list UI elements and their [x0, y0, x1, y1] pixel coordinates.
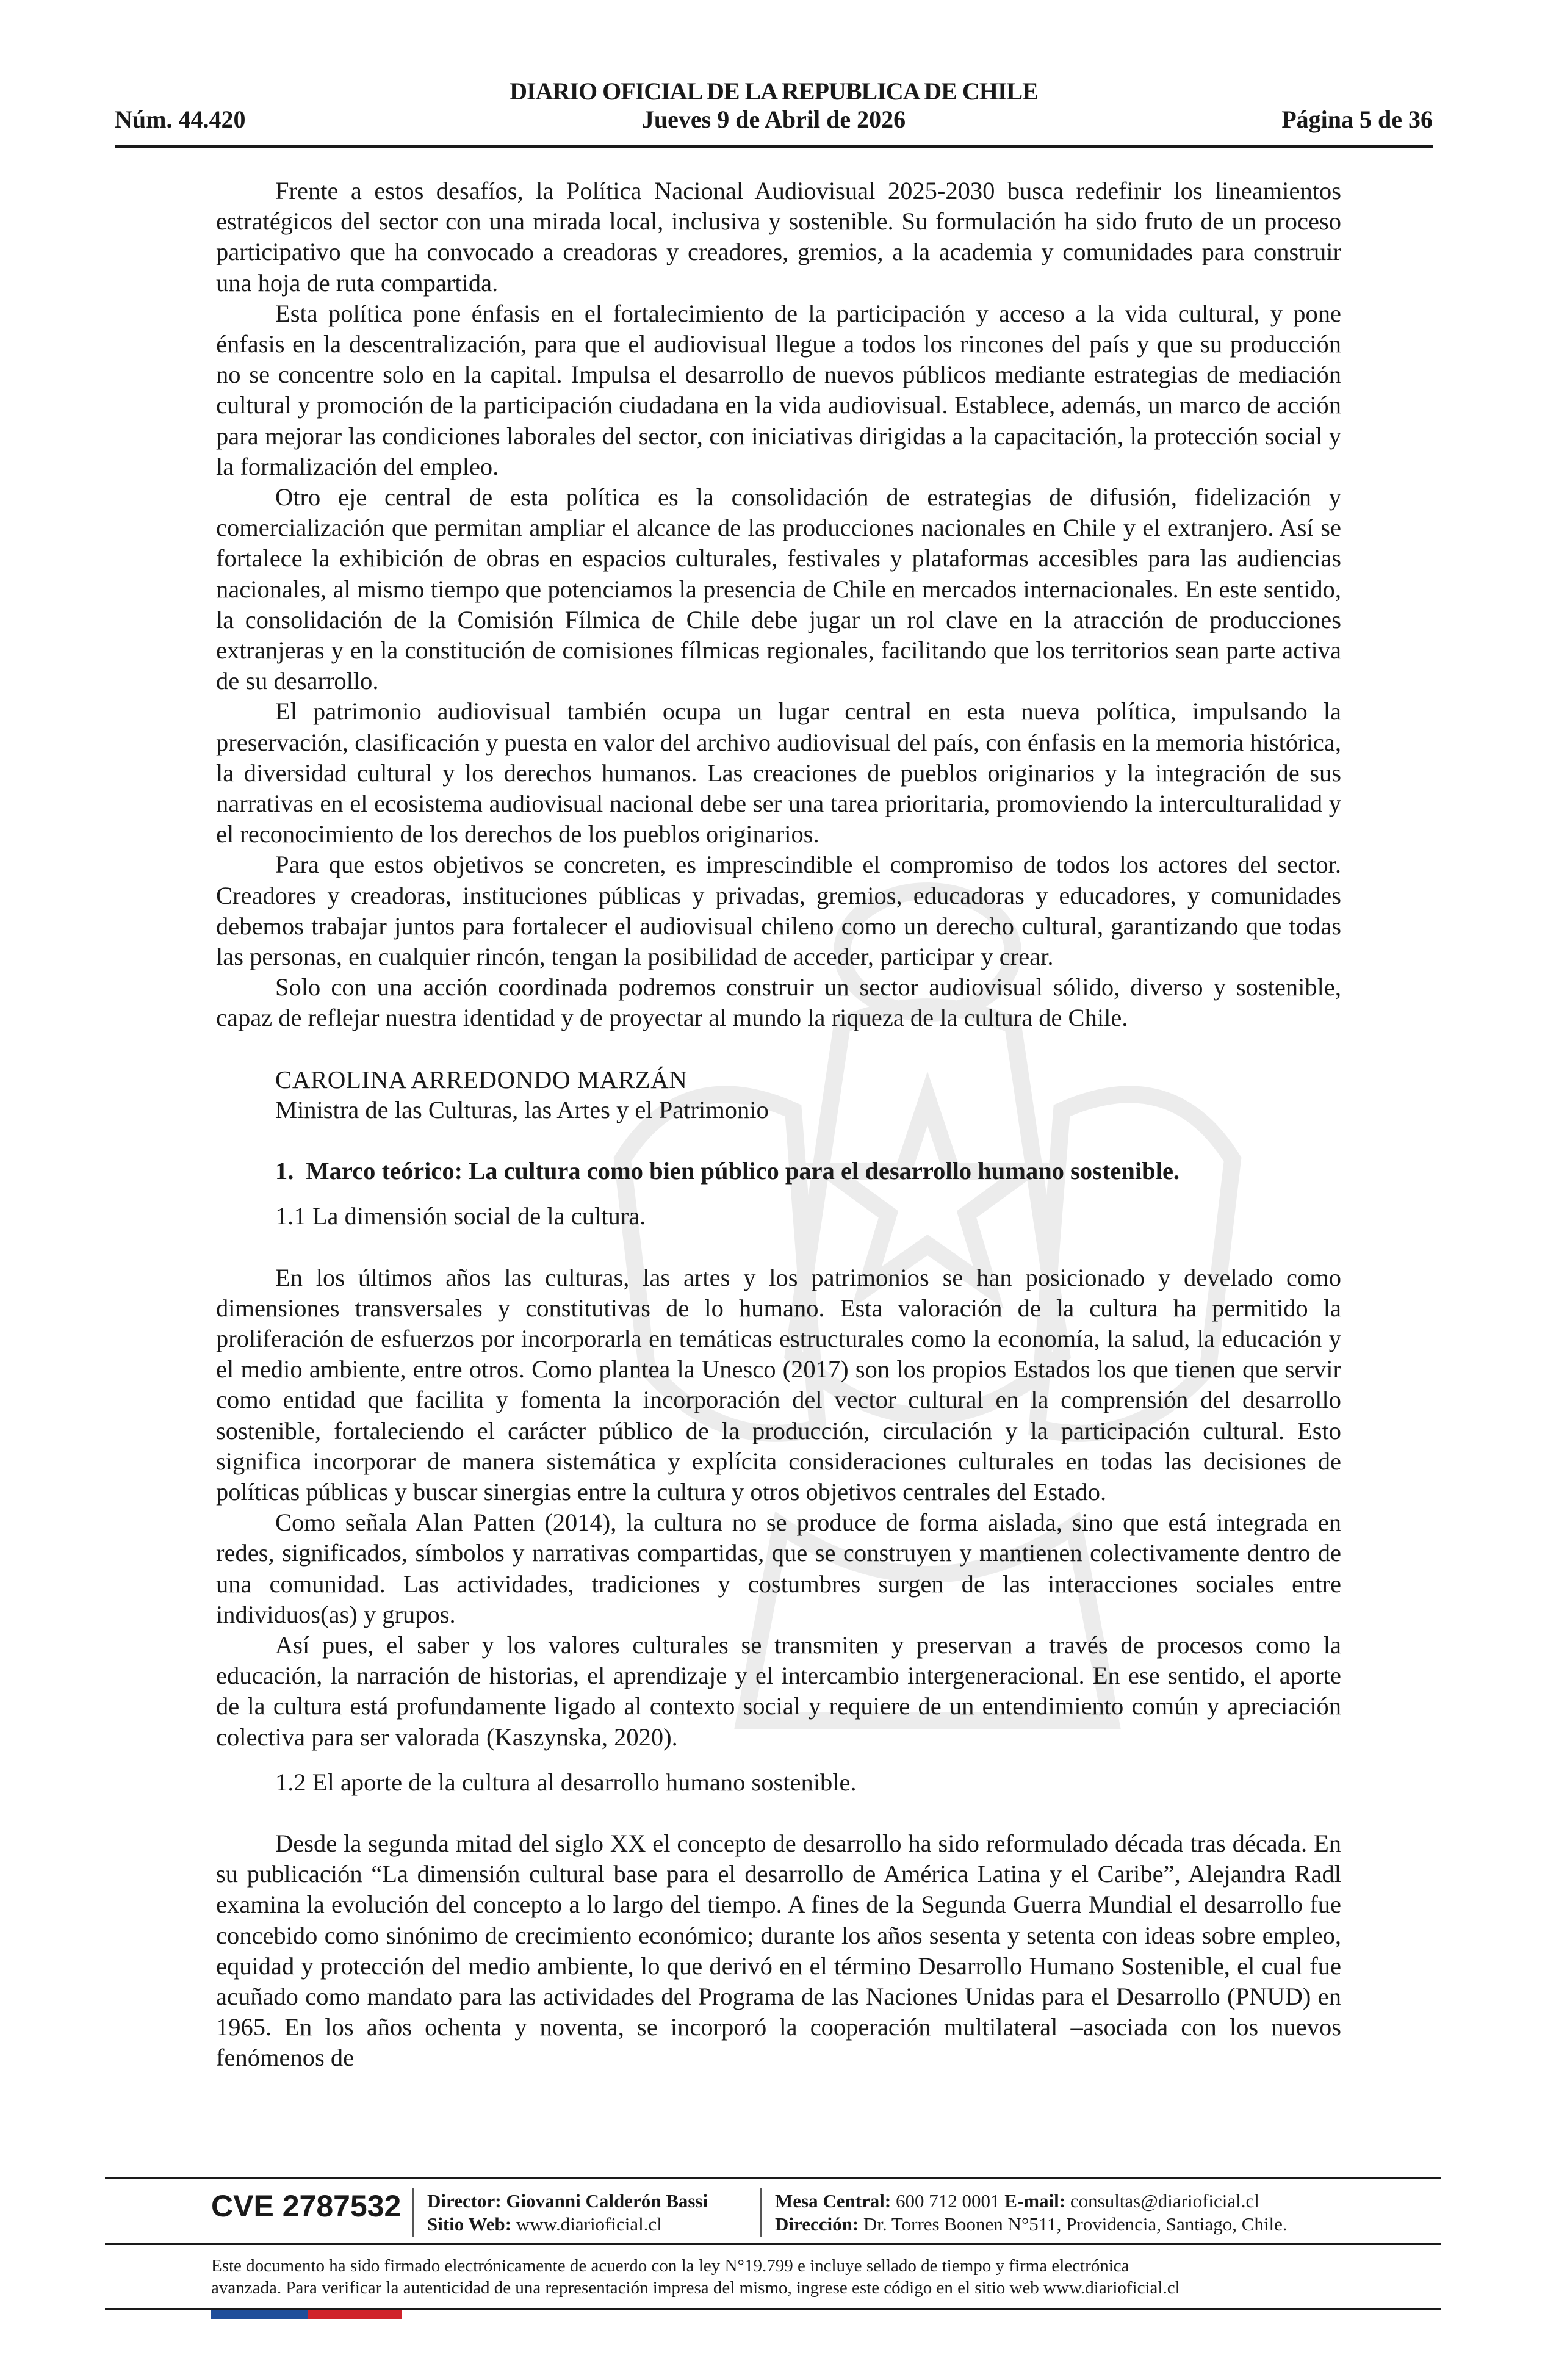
signatory-name: CAROLINA ARREDONDO MARZÁN: [275, 1065, 688, 1094]
director-label: Director:: [427, 2190, 502, 2212]
mesa-label: Mesa Central:: [775, 2190, 891, 2212]
legal-line: Este documento ha sido firmado electrónicamente de acuerdo con la ley N°19.799 e incluye sellado de tiempo y firma electrónica: [211, 2256, 1129, 2276]
section-heading: [216, 1156, 1341, 1186]
signatory-role: Ministra de las Culturas, las Artes y el Patrimonio: [275, 1095, 769, 1123]
director-name: Giovanni Calderón Bassi: [506, 2190, 708, 2212]
cve-code: CVE 2787532: [211, 2189, 402, 2223]
section-title: Marco teórico: La cultura como bien público para el desarrollo humano sostenible.: [306, 1157, 1180, 1185]
email-link[interactable]: consultas@diarioficial.cl: [1070, 2190, 1259, 2212]
paragraph: Para que estos objetivos se concreten, es imprescindible el compromiso de todos los actores del sector. Creadores y creadoras, instituciones públicas y privadas, gremios, educadoras y educadores, y comunidades debemos trabajar juntos para fortalecer el audiovisual chileno como un derecho cultural, garantizando que todas las personas, en cualquier rincón, tengan la posibilidad de acceder, participar y crear.: [216, 851, 1341, 971]
website-link[interactable]: www.diarioficial.cl: [516, 2213, 662, 2235]
footer-divider: [760, 2188, 762, 2237]
paragraph: Otro eje central de esta política es la consolidación de estrategias de difusión, fidelización y comercialización que permitan ampliar el alcance de las producciones nacionales en Chile y el extranjero. Así se fortalece la exhibición de obras en espacios culturales, festivales y plataformas accesibles para las audiencias nacionales, al mismo tiempo que potenciamos la presencia de Chile en mercados internacionales. En este sentido, la consolidación de la Comisión Fílmica de Chile debe jugar un rol clave en la atracción de producciones extranjeras y en la constitución de comisiones fílmicas regionales, facilitando que los territorios sean parte activa de su desarrollo.: [216, 483, 1341, 695]
newspaper-title: DIARIO OFICIAL DE LA REPUBLICA DE CHILE: [510, 78, 1038, 105]
legal-notice: [211, 2255, 1371, 2299]
paragraph: Así pues, el saber y los valores culturales se transmiten y preservan a través de procesos como la educación, la narración de historias, el aprendizaje y el intercambio intergeneracional. En ese sentido, el aporte de la cultura está profundamente ligado al contexto social y requiere de un entendimiento común y apreciación colectiva para ser valorada (Kaszynska, 2020).: [216, 1631, 1341, 1751]
paragraph: Desde la segunda mitad del siglo XX el concepto de desarrollo ha sido reformulado década tras década. En su publicación “La dimensión cultural base para el desarrollo de América Latina y el Caribe”, Alejandra Radl examina la evolución del concepto a lo largo del tiempo. A fines de la Segunda Guerra Mundial el desarrollo fue concebido como sinónimo de crecimiento económico; durante los años sesenta y setenta con ideas sobre empleo, equidad y protección del medio ambiente, lo que derivó en el término Desarrollo Humano Sostenible, el cual fue acuñado como mandato para las actividades del Programa de las Naciones Unidas para el Desarrollo (PNUD) en 1965. En los años ochenta y noventa, se incorporó la cooperación multilateral –asociada con los nuevos fenómenos de: [216, 1829, 1341, 2072]
paragraph: En los últimos años las culturas, las artes y los patrimonios se han posicionado y develado como dimensiones transversales y constitutivas de lo humano. Esta valoración de la cultura ha permitido la proliferación de esfuerzos por incorporarla en temáticas estructurales como la economía, la salud, la educación y el medio ambiente, entre otros. Como plantea la Unesco (2017) son los propios Estados los que tienen que servir como entidad que facilita y fomenta la incorporación del vector cultural en la comprensión del desarrollo sostenible, fortaleciendo el carácter público de la producción, circulación y la participación cultural. Esto significa incorporar de manera sistemática y explícita consideraciones culturales en todas las decisiones de políticas públicas y buscar sinergias entre la cultura y otros objetivos centrales del Estado.: [216, 1263, 1341, 1506]
paragraph: Frente a estos desafíos, la Política Nacional Audiovisual 2025-2030 busca redefinir los lineamientos estratégicos del sector con una mirada local, inclusiva y sostenible. Su formulación ha sido fruto de un proceso participativo que ha convocado a creadoras y creadores, gremios, a la academia y comunidades para construir una hoja de ruta compartida.: [216, 177, 1341, 297]
flag-stripe-red: [308, 2310, 402, 2319]
footer-contact-block: [775, 2190, 1288, 2236]
paragraph: Como señala Alan Patten (2014), la cultura no se produce de forma aislada, sino que está integrada en redes, significados, símbolos y narrativas compartidas, que se construyen y mantienen colectivamente dentro de una comunidad. Las actividades, tradiciones y costumbres surgen de las interacciones sociales entre individuos(as) y grupos.: [216, 1509, 1341, 1628]
website-label: Sitio Web:: [427, 2213, 512, 2235]
page-header: [115, 72, 1433, 148]
mesa-phone: 600 712 0001: [896, 2190, 1000, 2212]
footer-top-rule: [105, 2177, 1441, 2179]
subsection-heading: 1.1 La dimensión social de la cultura.: [275, 1202, 646, 1230]
document-body: [216, 176, 1341, 2074]
flag-stripe-blue: [211, 2310, 308, 2319]
legal-line: avanzada. Para verificar la autenticidad de una representación impresa del mismo, ingrese este código en el sitio web www.diarioficial.cl: [211, 2278, 1180, 2298]
section-number: 1.: [275, 1157, 294, 1185]
footer-director-block: [427, 2190, 708, 2236]
paragraph: El patrimonio audiovisual también ocupa un lugar central en esta nueva política, impulsando la preservación, clasificación y puesta en valor del archivo audiovisual del país, con énfasis en la memoria histórica, la diversidad cultural y los derechos humanos. Las creaciones de pueblos originarios y la integración de sus narrativas en el ecosistema audiovisual nacional debe ser una tarea prioritaria, promoviendo la interculturalidad y el reconocimiento de los derechos de los pueblos originarios.: [216, 698, 1341, 848]
subsection-heading: 1.2 El aporte de la cultura al desarrollo humano sostenible.: [275, 1768, 857, 1796]
address-text: Dr. Torres Boonen N°511, Providencia, Santiago, Chile.: [863, 2213, 1288, 2235]
page-number: Página 5 de 36: [1281, 106, 1433, 133]
email-label: E-mail:: [1004, 2190, 1066, 2212]
footer-bottom-rule: [105, 2308, 1441, 2310]
issue-number: Núm. 44.420: [115, 106, 246, 133]
footer-middle-rule: [105, 2243, 1441, 2245]
paragraph: Esta política pone énfasis en el fortalecimiento de la participación y acceso a la vida cultural, y pone énfasis en la descentralización, para que el audiovisual llegue a todos los rincones del país y que su producción no se concentre solo en la capital. Impulsa el desarrollo de nuevos públicos mediante estrategias de mediación cultural y promoción de la participación ciudadana en la vida audiovisual. Establece, además, un marco de acción para mejorar las condiciones laborales del sector, con iniciativas dirigidas a la capacitación, la protección social y la formalización del empleo.: [216, 299, 1341, 480]
address-label: Dirección:: [775, 2213, 859, 2235]
issue-date: Jueves 9 de Abril de 2026: [641, 106, 906, 133]
footer-divider: [412, 2188, 414, 2237]
paragraph: Solo con una acción coordinada podremos construir un sector audiovisual sólido, diverso y sostenible, capaz de reflejar nuestra identidad y de proyectar al mundo la riqueza de la cultura de Chile.: [216, 973, 1341, 1032]
